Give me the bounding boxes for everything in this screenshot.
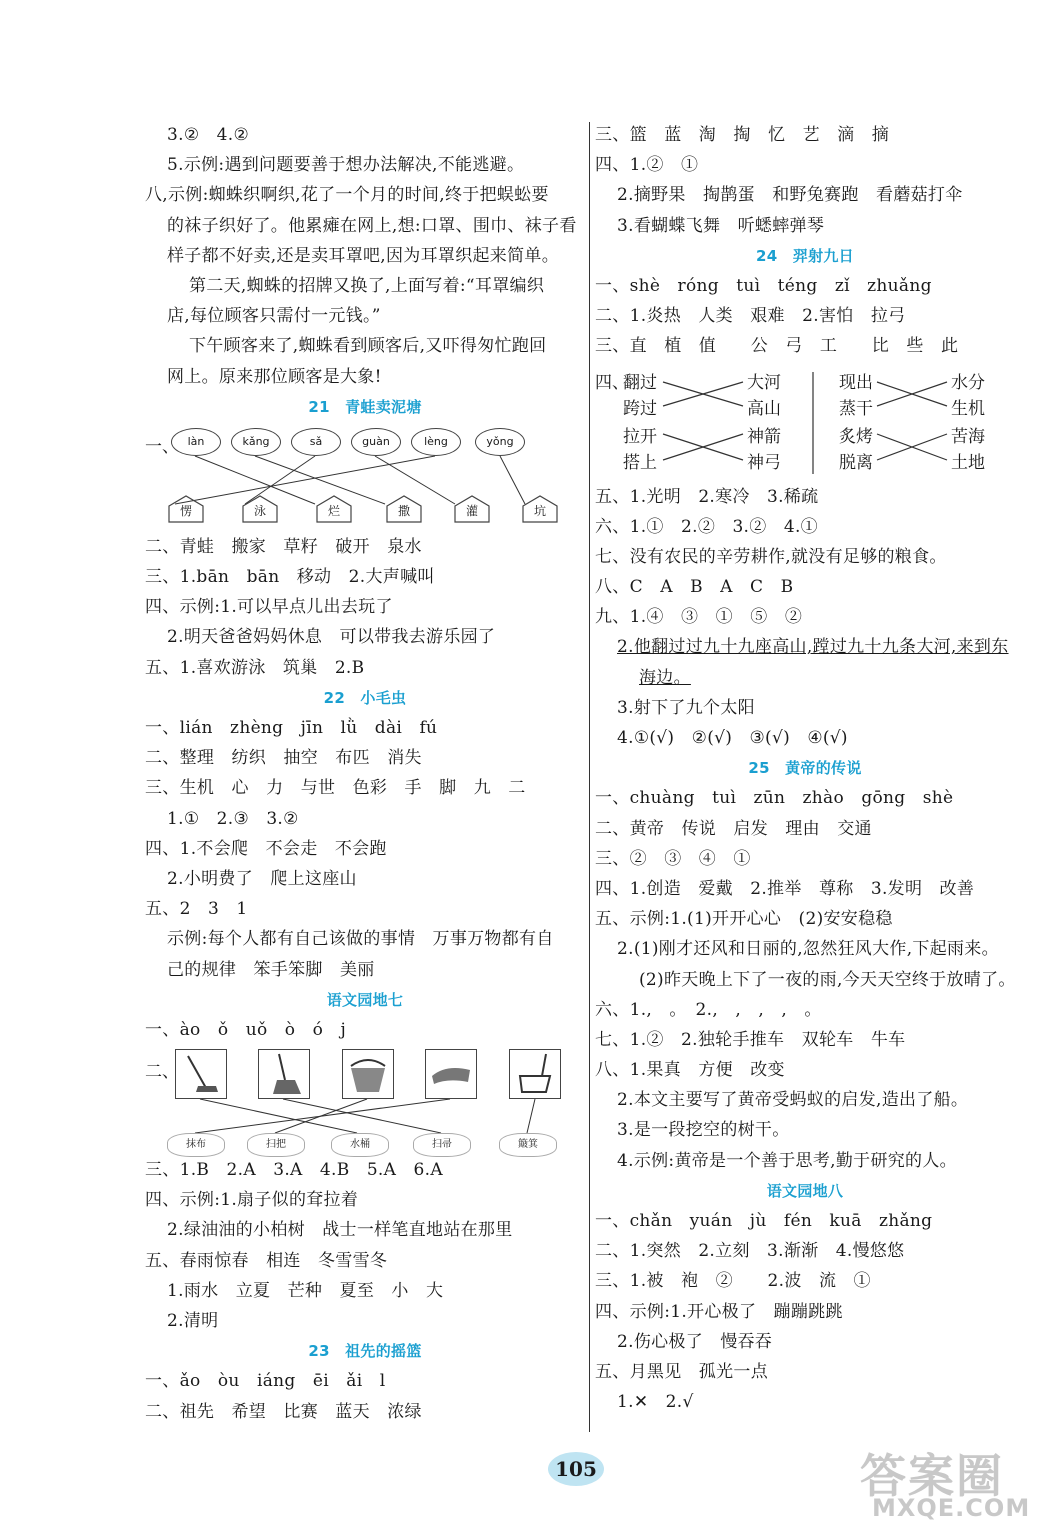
- character-house: [241, 494, 279, 524]
- bucket-picture: [342, 1049, 394, 1099]
- pinyin-bubble: lèng: [411, 428, 461, 456]
- answer-line: 三、生机 心 力 与世 色彩 手 脚 九 二: [145, 778, 526, 799]
- word-matching-figure: [595, 362, 1015, 502]
- character-house: [315, 494, 353, 524]
- answer-line: 2.清明: [167, 1311, 219, 1331]
- lesson-title: 22 小毛虫: [323, 688, 407, 707]
- match-word-right: 土地: [951, 452, 985, 473]
- answer-line: 五、1.光明 2.寒冷 3.稀疏: [595, 486, 819, 507]
- match-word-left2: 脱离: [839, 452, 873, 473]
- answer-line: 五、1.喜欢游泳 筑巢 2.B: [145, 657, 365, 678]
- answer-line: 五、春雨惊春 相连 冬雪雪冬: [145, 1250, 388, 1271]
- answer-line: 4.示例:黄帝是一个善于思考,勤于研究的人。: [617, 1150, 957, 1171]
- answer-line: 的袜子织好了。他累瘫在网上,想:口罩、围巾、袜子看: [167, 215, 577, 236]
- answer-line: 二、黄帝 传说 启发 理由 交通: [595, 818, 872, 839]
- answer-line: 2.他翻过过九十九座高山,蹚过九十九条大河,来到东: [617, 637, 1009, 658]
- question-number: 二、: [145, 1062, 179, 1083]
- match-word-left: 拉开: [623, 426, 657, 447]
- answer-line: 3.射下了九个太阳: [617, 697, 755, 718]
- tool-label: 扫把: [247, 1133, 305, 1157]
- answer-line: 四、示例:1.开心极了 蹦蹦跳跳: [595, 1301, 843, 1322]
- answer-line: 三、② ③ ④ ①: [595, 848, 751, 869]
- answer-line: 一、lián zhèng jīn lǜ dài fú: [145, 718, 438, 738]
- answer-line: 2.(1)刚才还风和日丽的,忽然狂风大作,下起雨来。: [617, 939, 999, 960]
- answer-line: 七、没有农民的辛劳耕作,就没有足够的粮食。: [595, 546, 947, 567]
- lesson-title: 23 祖先的摇篮: [308, 1342, 422, 1361]
- character-house: [453, 494, 491, 524]
- left-column: [145, 120, 585, 1427]
- answer-line: 1.雨水 立夏 芒种 夏至 小 大: [167, 1280, 444, 1301]
- answer-line: 一、ào ǒ uǒ ò ó j: [145, 1019, 347, 1040]
- answer-line: 三、直 植 值 公 弓 工 比 些 此: [595, 336, 959, 357]
- unit-title: 语文园地七: [326, 990, 404, 1009]
- mop-picture: [175, 1049, 227, 1099]
- house-character: 坑: [533, 503, 546, 518]
- page-number: 105: [548, 1452, 604, 1486]
- answer-line: 下午顾客来了,蜘蛛看到顾客后,又吓得匆忙跑回: [189, 336, 547, 357]
- question-number: 一、: [145, 436, 179, 457]
- answer-line: 二、1.突然 2.立刻 3.渐渐 4.慢悠悠: [595, 1241, 905, 1262]
- match-word-right: 苦海: [951, 426, 985, 447]
- house-character: 烂: [327, 503, 340, 518]
- match-word-mid: 神箭: [747, 426, 781, 447]
- match-word-right: 水分: [951, 372, 985, 393]
- answer-line: 二、整理 纺织 抽空 布匹 消失: [145, 748, 422, 769]
- answer-line: 六、1.① 2.② 3.② 4.①: [595, 516, 818, 537]
- answer-line: 二、祖先 希望 比赛 蓝天 浓绿: [145, 1401, 422, 1422]
- pinyin-bubble: làn: [171, 428, 221, 456]
- answer-line: 2.本文主要写了黄帝受蚂蚁的启发,造出了船。: [617, 1090, 969, 1111]
- answer-line: 三、1.被 袍 ② 2.波 流 ①: [595, 1271, 871, 1292]
- answer-line: 八、1.果真 方便 改变: [595, 1060, 785, 1081]
- answer-line: 八,示例:蜘蛛织啊织,花了一个月的时间,终于把蜈蚣要: [145, 185, 549, 206]
- pinyin-bubble: guàn: [351, 428, 401, 456]
- house-character: 撒: [397, 503, 410, 518]
- answer-line: 四、1.② ①: [595, 155, 699, 176]
- pinyin-bubble: kǎng: [231, 428, 281, 456]
- answer-line: 3.看蝴蝶飞舞 听蟋蟀弹琴: [617, 215, 825, 236]
- answer-line: 示例:每个人都有自己该做的事情 万事万物都有自: [167, 929, 554, 950]
- pinyin-bubble: sǎ: [291, 428, 341, 456]
- answer-line: 三、篮 蓝 淘 掏 忆 艺 滴 摘: [595, 125, 890, 145]
- character-house: [167, 494, 205, 524]
- watermark: [860, 1440, 1031, 1522]
- character-house: [521, 494, 559, 524]
- answer-line: 五、月黑见 孤光一点: [595, 1361, 768, 1382]
- answer-line: (2)昨天晚上下了一夜的雨,今天天空终于放晴了。: [639, 969, 1016, 990]
- match-word-right: 生机: [951, 398, 985, 419]
- match-word-mid: 神弓: [747, 452, 781, 473]
- answer-line: 七、1.② 2.独轮手推车 双轮车 牛车: [595, 1029, 906, 1050]
- character-house: [385, 494, 423, 524]
- answer-line: 一、chuàng tuì zūn zhào gōng shè: [595, 788, 954, 809]
- answer-line: 2.绿油油的小柏树 战士一样笔直地站在那里: [167, 1220, 513, 1241]
- answer-line: 六、1., 。 2., , , , 。: [595, 999, 822, 1020]
- house-character: 泳: [253, 503, 266, 518]
- match-word-left: 跨过: [623, 398, 657, 419]
- answer-line: 三、1.bān bān 移动 2.大声喊叫: [145, 567, 435, 588]
- answer-line: 1.✕ 2.√: [617, 1392, 694, 1413]
- watermark-logo-text: 答案圈: [860, 1449, 1004, 1503]
- answer-line: 八、C A B A C B: [595, 577, 794, 598]
- answer-line: 九、1.④ ③ ① ⑤ ②: [595, 607, 803, 628]
- answer-line: 4.①(√) ②(√) ③(√) ④(√): [617, 728, 848, 748]
- match-word-mid: 大河: [747, 372, 781, 393]
- match-word-left2: 炙烤: [839, 426, 873, 447]
- match-word-left: 翻过: [623, 372, 657, 393]
- answer-line: 四、1.不会爬 不会走 不会跑: [145, 838, 387, 859]
- lesson-title: 24 羿射九日: [756, 246, 854, 265]
- answer-line: 2.伤心极了 慢吞吞: [617, 1331, 773, 1352]
- tool-matching-figure: [145, 1045, 585, 1155]
- tool-label: 扫帚: [413, 1133, 471, 1157]
- unit-title: 语文园地八: [766, 1181, 844, 1200]
- question-number: 四、: [595, 372, 629, 393]
- lesson-title: 25 黄帝的传说: [748, 759, 862, 778]
- dustpan-picture: [509, 1049, 561, 1099]
- watermark-url: MXQE.COM: [872, 1494, 1031, 1522]
- tool-label: 簸箕: [499, 1133, 557, 1157]
- answer-line: 一、shè róng tuì téng zǐ zhuǎng: [595, 275, 932, 296]
- column-divider: [589, 122, 590, 1432]
- answer-line: 己的规律 笨手笨脚 美丽: [167, 959, 375, 980]
- answer-line: 1.① 2.③ 3.②: [167, 808, 299, 829]
- answer-line: 一、chǎn yuán jù fén kuā zhǎng: [595, 1211, 933, 1231]
- answer-line: 二、青蛙 搬家 草籽 破开 泉水: [145, 536, 422, 557]
- tool-label: 水桶: [331, 1133, 389, 1157]
- answer-line: 一、ǎo òu iáng ēi ǎi l: [145, 1371, 386, 1392]
- answer-line: 四、示例:1.可以早点儿出去玩了: [145, 597, 393, 618]
- match-word-left2: 现出: [839, 372, 873, 393]
- right-column: [595, 120, 1015, 1417]
- cloth-picture: [425, 1049, 477, 1099]
- answer-line: 3.② 4.②: [167, 125, 250, 145]
- answer-line: 3.是一段挖空的树干。: [617, 1120, 790, 1141]
- lesson-title: 21 青蛙卖泥塘: [308, 397, 422, 416]
- pinyin-matching-figure: [145, 422, 585, 532]
- answer-line: 2.明天爸爸妈妈休息 可以带我去游乐园了: [167, 627, 496, 648]
- answer-line: 二、1.炎热 人类 艰难 2.害怕 拉弓: [595, 306, 906, 327]
- answer-line: 五、2 3 1: [145, 899, 248, 920]
- answer-line: 海边。: [639, 667, 691, 688]
- answer-line: 四、1.创造 爱戴 2.推举 尊称 3.发明 改善: [595, 878, 975, 899]
- answer-line: 四、示例:1.扇子似的耷拉着: [145, 1190, 359, 1211]
- pinyin-bubble: yǒng: [475, 428, 525, 456]
- tool-label: 抹布: [167, 1133, 225, 1157]
- answer-line: 第二天,蜘蛛的招牌又换了,上面写着:“耳罩编织: [189, 275, 545, 296]
- answer-line: 2.小明费了 爬上这座山: [167, 868, 357, 889]
- house-character: 愣: [179, 503, 192, 518]
- answer-line: 5.示例:遇到问题要善于想办法解决,不能逃避。: [167, 155, 525, 176]
- broom-picture: [258, 1049, 310, 1099]
- answer-line: 2.摘野果 掏鹊蛋 和野兔赛跑 看蘑菇打伞: [617, 185, 963, 206]
- answer-line: 网上。原来那位顾客是大象!: [167, 366, 382, 387]
- answer-line: 样子都不好卖,还是卖耳罩吧,因为耳罩织起来简单。: [167, 245, 560, 266]
- answer-line: 店,每位顾客只需付一元钱。”: [167, 306, 381, 327]
- house-character: 灌: [465, 503, 478, 518]
- answer-line: 三、1.B 2.A 3.A 4.B 5.A 6.A: [145, 1160, 443, 1181]
- match-word-left: 搭上: [623, 452, 657, 473]
- match-word-mid: 高山: [747, 398, 781, 419]
- match-word-left2: 蒸干: [839, 398, 873, 419]
- answer-line: 五、示例:1.(1)开开心心 (2)安安稳稳: [595, 909, 893, 930]
